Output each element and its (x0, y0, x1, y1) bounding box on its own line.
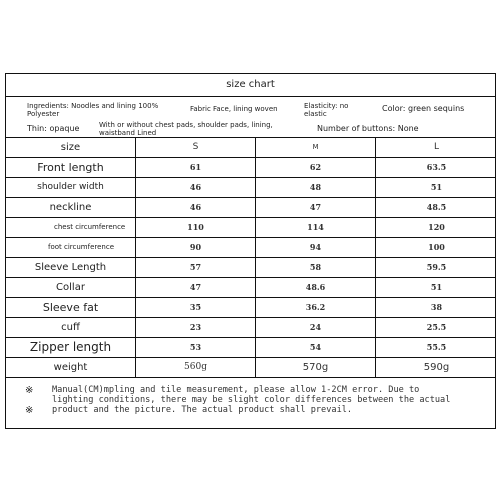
value-s: 47 (136, 277, 256, 297)
row-label: shoulder width (6, 177, 136, 197)
value-l: 38 (430, 302, 443, 312)
note-mark-icon: ※ (25, 385, 34, 396)
ingredients-text: Ingredients: Noodles and lining 100% Polyester (27, 102, 159, 118)
note-mark-icon: ※ (25, 405, 34, 416)
elasticity-text: Elasticity: no elastic (304, 102, 349, 118)
row-label: Sleeve Length (6, 257, 136, 277)
value-l: 59.5 (426, 262, 447, 272)
value-l: 51 (430, 182, 443, 192)
table-header-row (6, 137, 495, 158)
thin-text: Thin: opaque (27, 124, 80, 133)
value-l: 590g (423, 361, 450, 373)
table-row (6, 357, 495, 378)
value-m: 54 (256, 337, 376, 357)
info-section (6, 96, 495, 138)
value-l: 51 (430, 282, 443, 292)
value-s: 35 (136, 297, 256, 317)
table-row (6, 197, 495, 218)
row-label: Sleeve fat (6, 297, 136, 317)
row-label: Front length (6, 157, 136, 177)
value-m: 94 (256, 237, 376, 257)
header-s: S (136, 137, 256, 157)
row-label: neckline (6, 197, 136, 217)
value-s: 560g (136, 357, 256, 377)
value-s: 61 (136, 157, 256, 177)
row-label: chest circumference (6, 217, 136, 237)
table-row (6, 157, 495, 178)
value-m: 58 (256, 257, 376, 277)
value-m: 62 (256, 157, 376, 177)
value-l: 48.5 (426, 202, 447, 212)
table-row (6, 177, 495, 198)
table-row (6, 277, 495, 298)
value-l: 100 (428, 242, 445, 252)
value-s: 46 (136, 177, 256, 197)
value-s: 53 (136, 337, 256, 357)
header-m: M (256, 137, 376, 157)
value-m: 36.2 (256, 297, 376, 317)
size-table (6, 137, 495, 379)
fabric-text: Fabric Face, lining woven (190, 105, 278, 113)
buttons-text: Number of buttons: None (317, 124, 419, 133)
table-row (6, 297, 495, 318)
notes-section (6, 379, 495, 428)
table-row (6, 237, 495, 258)
value-m: 48.6 (256, 277, 376, 297)
table-row (6, 317, 495, 338)
table-row (6, 217, 495, 238)
row-label: Zipper length (6, 337, 136, 357)
note-text: lighting conditions, there may be slight color differences between the actual product and the picture. The actual product shall prevail. (52, 395, 451, 415)
row-label: cuff (6, 317, 136, 337)
value-m: 47 (256, 197, 376, 217)
value-l: 63.5 (426, 162, 447, 172)
pads-text: With or without chest pads, shoulder pads, lining, waistband Lined (99, 121, 273, 137)
value-m: 114 (256, 217, 376, 237)
value-s: 46 (136, 197, 256, 217)
color-text: Color: green sequins (382, 104, 465, 113)
table-row (6, 257, 495, 278)
value-m: 48 (256, 177, 376, 197)
value-s: 90 (136, 237, 256, 257)
value-s: 110 (136, 217, 256, 237)
row-label: Collar (6, 277, 136, 297)
table-row (6, 337, 495, 358)
size-chart (5, 73, 496, 429)
value-l: 120 (428, 222, 445, 232)
value-s: 57 (136, 257, 256, 277)
row-label: weight (6, 357, 136, 377)
value-l: 55.5 (426, 342, 447, 352)
row-label: foot circumference (6, 237, 136, 257)
header-l: L (433, 142, 439, 152)
value-m: 24 (256, 317, 376, 337)
chart-title: size chart (6, 74, 495, 97)
value-m: 570g (256, 357, 376, 377)
header-size: size (6, 137, 136, 157)
note-text: Manual(CM)mpling and tile measurement, please allow 1-2CM error. Due to (52, 385, 420, 395)
value-s: 23 (136, 317, 256, 337)
value-l: 25.5 (426, 322, 447, 332)
